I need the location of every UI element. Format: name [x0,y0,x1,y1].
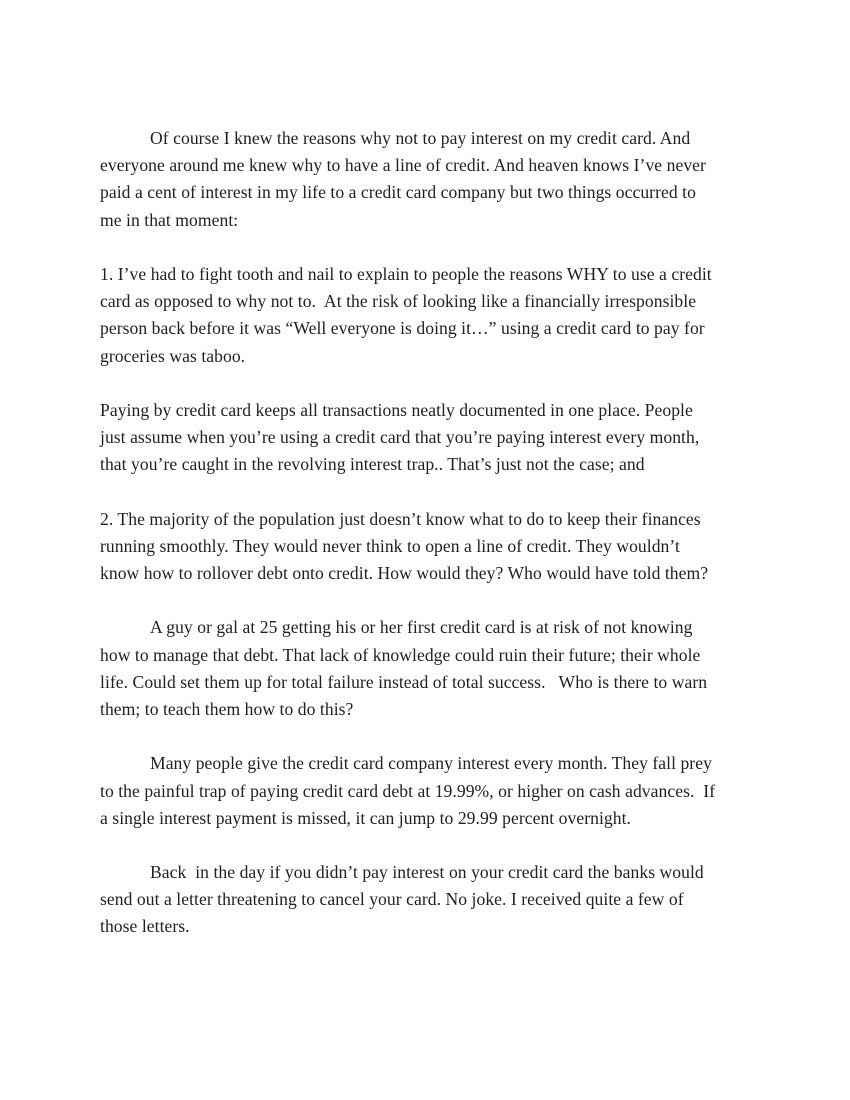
text-line: Many people give the credit card company interest every month. They fall prey [150,753,712,774]
text-line: me in that moment: [100,209,239,230]
text-line: know how to rollover debt onto credit. How would they? Who would have told them? [100,563,709,583]
paragraph-documentation [100,397,760,479]
text-line: 2. The majority of the population just doesn’t know what to do to keep their finances [100,508,701,529]
text-line: those letters. [100,916,190,937]
paragraph-intro [100,125,760,234]
text-line: to the painful trap of paying credit card debt at 19.99%, or higher on cash advances. If [100,780,716,801]
paragraph-point-1 [100,261,760,370]
paragraph-point-2 [100,506,760,588]
text-line: a single interest payment is missed, it can jump to 29.99 percent overnight. [100,807,632,828]
document-body [100,125,760,968]
text-line: how to manage that debt. That lack of knowledge could ruin their future; their whole [100,644,701,665]
text-line: Back in the day if you didn’t pay interest on your credit card the banks would [150,862,704,883]
text-line: running smoothly. They would never think to open a line of credit. They wouldn’t [100,535,680,556]
paragraph-back-in-the-day [100,859,760,941]
paragraph-young-adults [100,614,760,723]
text-line: just assume when you’re using a credit card that you’re paying interest every month, [100,427,700,448]
text-line: them; to teach them how to do this? [100,698,354,719]
text-line: everyone around me knew why to have a line of credit. And heaven knows I’ve never [100,155,706,176]
text-line: 1. I’ve had to fight tooth and nail to explain to people the reasons WHY to use a credit [100,263,712,284]
text-line: Of course I knew the reasons why not to pay interest on my credit card. And [150,128,691,148]
text-line: send out a letter threatening to cancel your card. No joke. I received quite a few of [100,889,684,910]
text-line: groceries was taboo. [100,345,246,366]
paragraph-interest-trap [100,750,760,832]
text-line: Paying by credit card keeps all transactions neatly documented in one place. People [100,399,693,420]
text-line: person back before it was “Well everyone is doing it…” using a credit card to pay for [100,318,705,339]
text-line: life. Could set them up for total failure instead of total success. Who is there to warn [100,671,708,692]
text-line: that you’re caught in the revolving interest trap.. That’s just not the case; and [100,454,645,475]
text-line: card as opposed to why not to. At the risk of looking like a financially irresponsible [100,291,697,312]
text-line: A guy or gal at 25 getting his or her first credit card is at risk of not knowing [150,617,693,638]
text-line: paid a cent of interest in my life to a credit card company but two things occurred to [100,182,696,203]
